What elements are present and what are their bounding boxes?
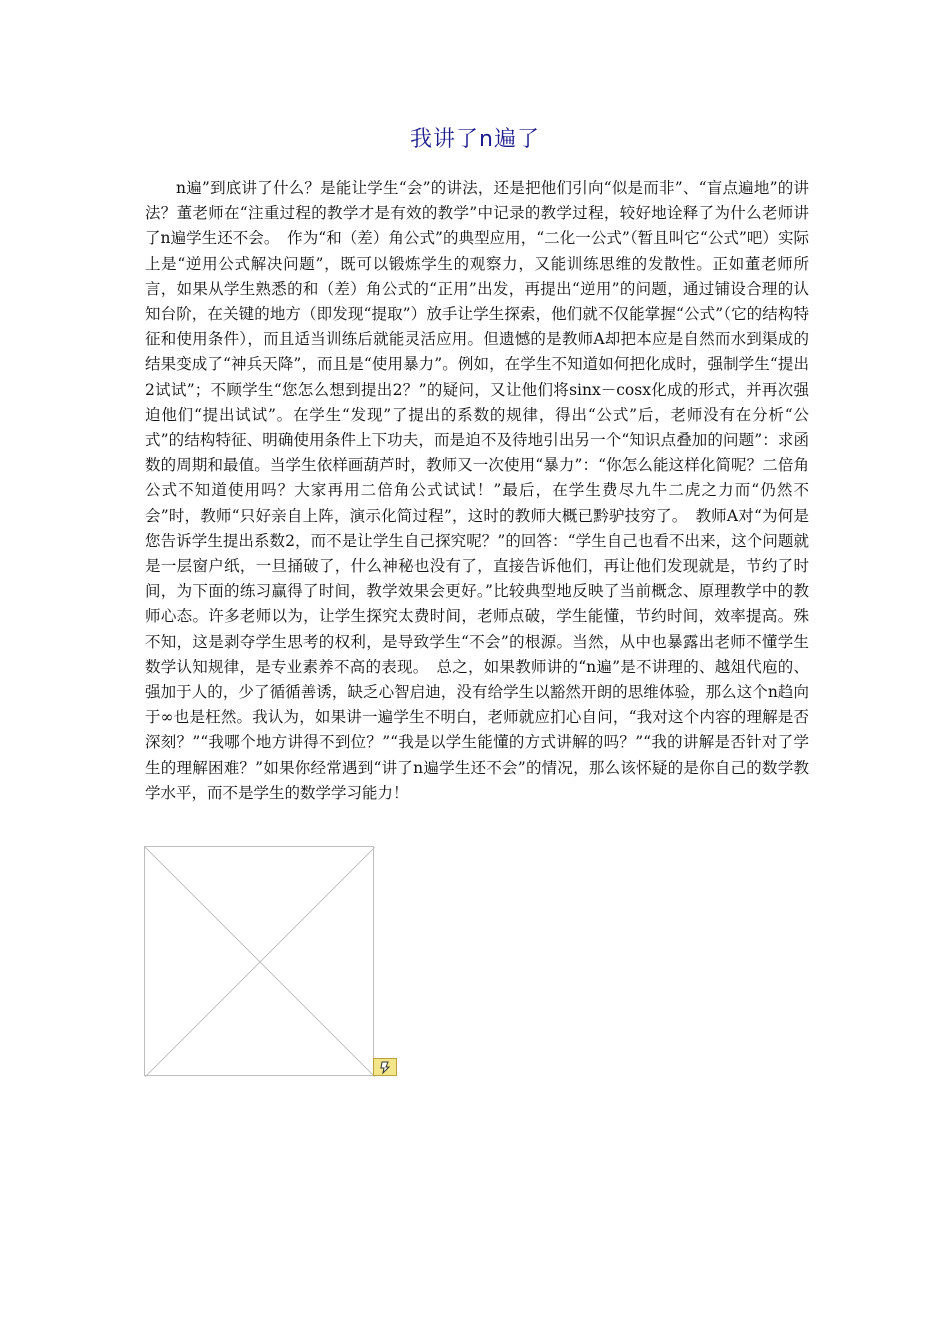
article-body xyxy=(145,176,809,806)
missing-image-cross xyxy=(145,847,375,1077)
image-placeholder xyxy=(144,846,374,1076)
broken-image-icon xyxy=(373,1058,397,1076)
page-title: 我讲了n遍了 xyxy=(410,127,540,152)
body-paragraph: n遍”到底讲了什么？是能让学生“会”的讲法，还是把他们引向“似是而非”、“盲点遍地”的讲法？董老师在“注重过程的教学才是有效的教学”中记录的教学过程，较好地诠释了为什么老师讲了n遍学生还不会。 作为“和（差）角公式”的典型应用，“二化一公式”（暂且叫它“公式”吧）实际上是“逆用公式解决问题”，既可以锻炼学生的观察力，又能训练思维的发散性。正如董老师所言，如果从学生熟悉的和（差）角公式的“正用”出发，再提出“逆用”的问题，通过铺设合理的认知台阶，在关键的地方（即发现“提取”）放手让学生探索，他们就不仅能掌握“公式”（它的结构特征和使用条件），而且适当训练后就能灵活应用。但遗憾的是教师A却把本应是自然而水到渠成的结果变成了“神兵天降”，而且是“使用暴力”。例如，在学生不知道如何把化成时，强制学生“提出2试试”；不顾学生“您怎么想到提出2？”的疑问，又让他们将sinx－cosx化成的形式，并再次强迫他们“提出试试”。在学生“发现”了提出的系数的规律，得出“公式”后，老师没有在分析“公式”的结构特征、明确使用条件上下功夫，而是迫不及待地引出另一个“知识点叠加的问题”：求函数的周期和最值。当学生依样画葫芦时，教师又一次使用“暴力”：“你怎么能这样化简呢？二倍角公式不知道使用吗？大家再用二倍角公式试试！”最后，在学生费尽九牛二虎之力而“仍然不会”时，教师“只好亲自上阵，演示化简过程”，这时的教师大概已黔驴技穷了。 教师A对“为何是您告诉学生提出系数2，而不是让学生自己探究呢？”的回答：“学生自己也看不出来，这个问题就是一层窗户纸，一旦捅破了，什么神秘也没有了，直接告诉他们，再让他们发现就是，节约了时间，为下面的练习赢得了时间，教学效果会更好。”比较典型地反映了当前概念、原理教学中的教师心态。许多老师以为，让学生探究太费时间，老师点破，学生能懂，节约时间，效率提高。殊不知，这是剥夺学生思考的权利，是导致学生“不会”的根源。当然，从中也暴露出老师不懂学生数学认知规律，是专业素养不高的表现。 总之，如果教师讲的“n遍”是不讲理的、越俎代庖的、强加于人的，少了循循善诱，缺乏心智启迪，没有给学生以豁然开朗的思维体验，那么这个n趋向于∞也是枉然。我认为，如果讲一遍学生不明白，老师就应扪心自问，“我对这个内容的理解是否深刻？”“我哪个地方讲得不到位？”“我是以学生能懂的方式讲解的吗？”“我的讲解是否针对了学生的理解困难？”如果你经常遇到“讲了n遍学生还不会”的情况，那么该怀疑的是你自己的数学教学水平，而不是学生的数学学习能力！ xyxy=(145,179,809,802)
